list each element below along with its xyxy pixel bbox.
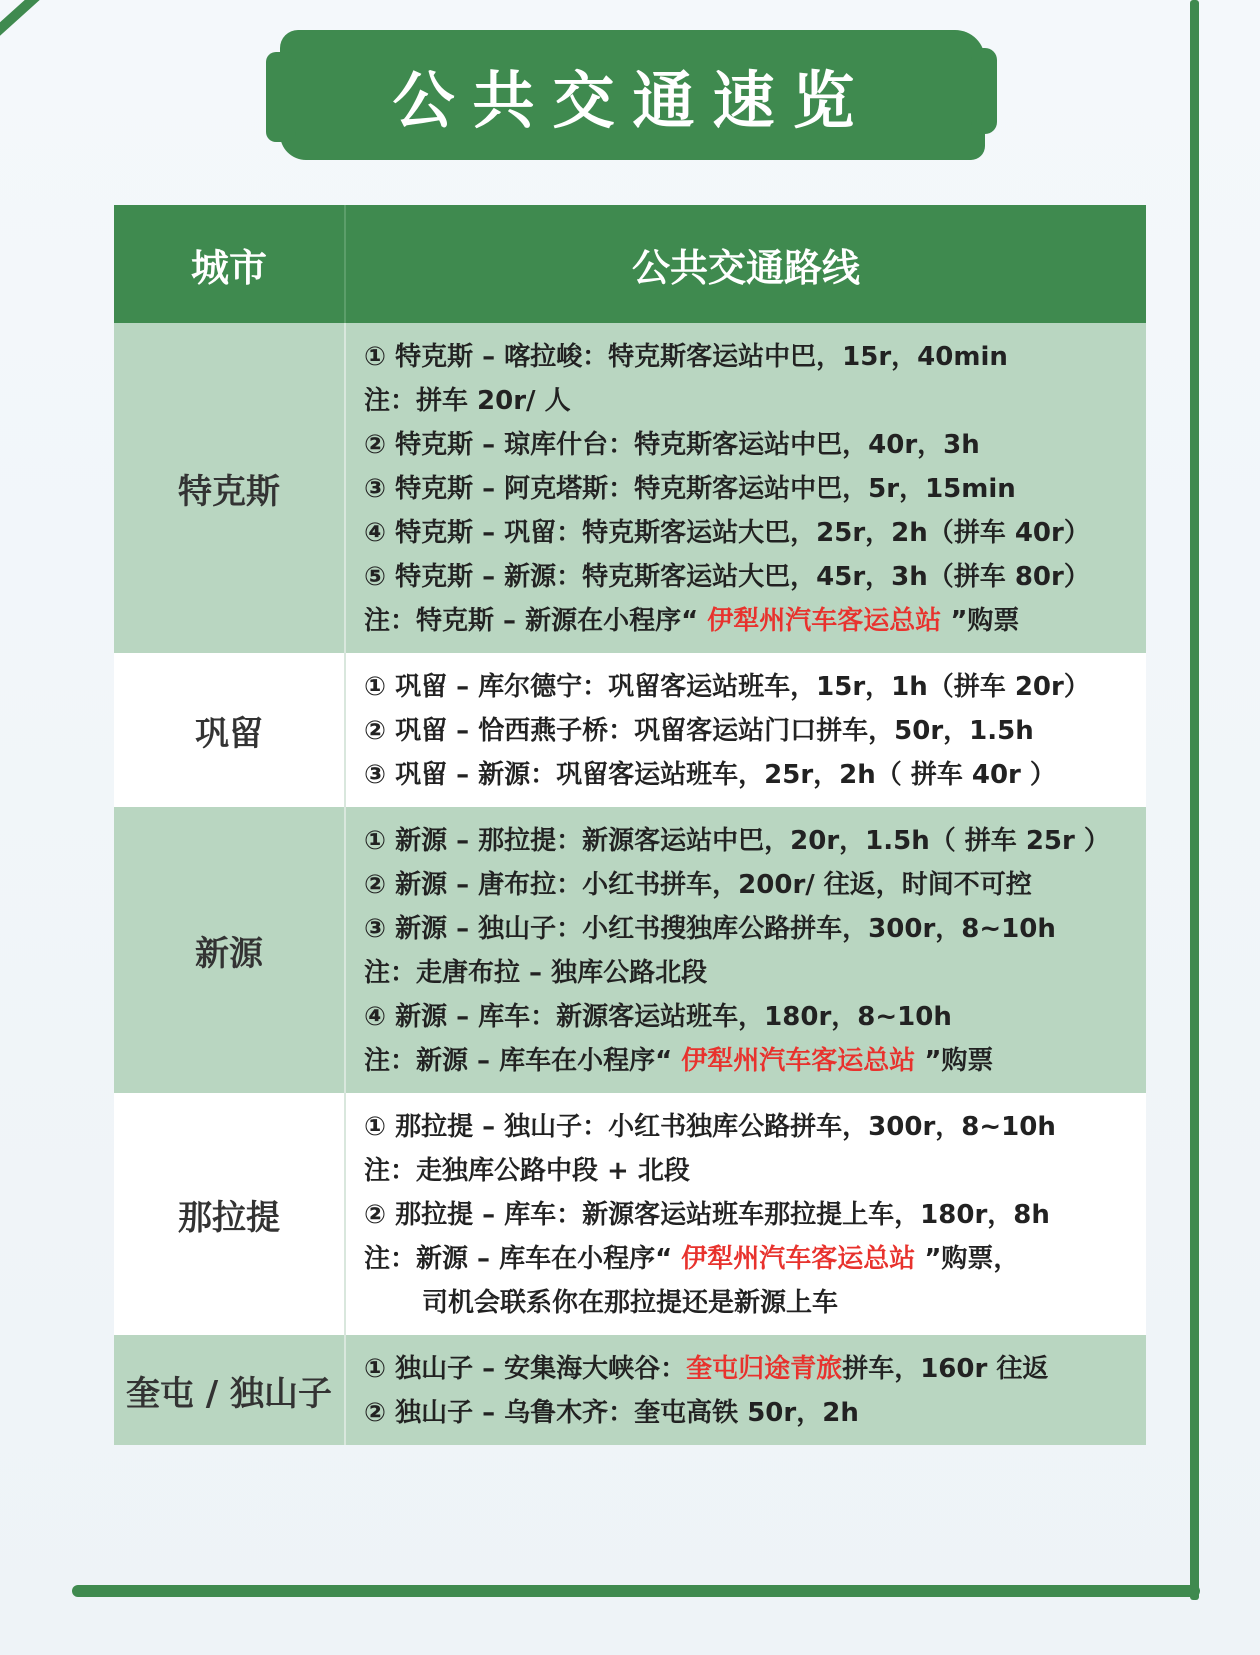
city-cell: 那拉提 (114, 1093, 346, 1335)
route-line: 司机会联系你在那拉提还是新源上车 (422, 1288, 839, 1318)
route-line: ② 特克斯 – 琼库什台：特克斯客运站中巴，40r，3h (364, 430, 980, 460)
route-line: ④ 新源 – 库车：新源客运站班车，180r，8~10h (364, 1002, 952, 1032)
route-line (364, 1347, 1146, 1391)
route-line: ③ 特克斯 – 阿克塔斯：特克斯客运站中巴，5r，15min (364, 474, 1016, 504)
route-line-text: 注：新源 – 库车在小程序“ (364, 1244, 682, 1274)
city-cell: 新源 (114, 807, 346, 1093)
highlight-text: 伊犁州汽车客运总站 (681, 1244, 916, 1274)
route-line: ② 新源 – 唐布拉：小红书拼车，200r/ 往返，时间不可控 (364, 870, 1032, 900)
route-line: ① 那拉提 – 独山子：小红书独库公路拼车，300r，8~10h (364, 1112, 1056, 1142)
table-row (114, 1335, 1146, 1445)
city-cell: 奎屯 / 独山子 (114, 1335, 346, 1445)
route-line-text: ”购票 (915, 1046, 994, 1076)
routes-cell (346, 1335, 1146, 1445)
route-line-text: ”购票 (941, 606, 1020, 636)
route-line-text: 注：新源 – 库车在小程序“ (364, 1046, 682, 1076)
decorative-frame-bottom (72, 1585, 1200, 1597)
highlight-text: 伊犁州汽车客运总站 (681, 1046, 916, 1076)
title-banner (280, 30, 985, 160)
table-row (114, 1093, 1146, 1335)
route-line: ④ 特克斯 – 巩留：特克斯客运站大巴，25r，2h（拼车 40r） (364, 518, 1090, 548)
header-routes: 公共交通路线 (631, 245, 860, 290)
route-line: ② 那拉提 – 库车：新源客运站班车那拉提上车，180r，8h (364, 1200, 1050, 1230)
routes-cell (346, 653, 1146, 807)
transport-table (114, 205, 1146, 1445)
city-cell: 特克斯 (114, 323, 346, 653)
route-line: ① 新源 – 那拉提：新源客运站中巴，20r，1.5h（ 拼车 25r ） (364, 826, 1110, 856)
route-line (364, 599, 1146, 643)
table-row (114, 323, 1146, 653)
route-line: ⑤ 特克斯 – 新源：特克斯客运站大巴，45r，3h（拼车 80r） (364, 562, 1090, 592)
decorative-frame-right (1190, 0, 1199, 1600)
table-row (114, 653, 1146, 807)
route-line (364, 1039, 1146, 1083)
route-line: ③ 巩留 – 新源：巩留客运站班车，25r，2h（ 拼车 40r ） (364, 760, 1056, 790)
route-line (364, 1237, 1146, 1281)
table-body (114, 323, 1146, 1445)
routes-cell (346, 807, 1146, 1093)
routes-cell (346, 1093, 1146, 1335)
highlight-text: 奎屯归途青旅 (686, 1354, 843, 1384)
route-line: 注：走唐布拉 – 独库公路北段 (364, 958, 708, 988)
route-line: ② 巩留 – 恰西燕子桥：巩留客运站门口拼车，50r，1.5h (364, 716, 1034, 746)
route-line-text: 注：特克斯 – 新源在小程序“ (364, 606, 708, 636)
table-header (114, 205, 1146, 323)
route-line: 注：拼车 20r/ 人 (364, 386, 571, 416)
route-line: ② 独山子 – 乌鲁木齐：奎屯高铁 50r，2h (364, 1398, 859, 1428)
highlight-text: 伊犁州汽车客运总站 (707, 606, 942, 636)
routes-cell (346, 323, 1146, 653)
route-line-text: 拼车，160r 往返 (842, 1354, 1049, 1384)
route-line: ① 特克斯 – 喀拉峻：特克斯客运站中巴，15r，40min (364, 342, 1008, 372)
page-title: 公共交通速览 (392, 63, 873, 137)
route-line: ① 巩留 – 库尔德宁：巩留客运站班车，15r，1h（拼车 20r） (364, 672, 1090, 702)
city-cell: 巩留 (114, 653, 346, 807)
route-line-text: ”购票， (915, 1244, 1020, 1274)
route-line: 注：走独库公路中段 + 北段 (364, 1156, 690, 1186)
route-line-text: ① 独山子 – 安集海大峡谷： (364, 1354, 687, 1384)
route-line: ③ 新源 – 独山子：小红书搜独库公路拼车，300r，8~10h (364, 914, 1056, 944)
header-city: 城市 (114, 205, 346, 323)
table-row (114, 807, 1146, 1093)
